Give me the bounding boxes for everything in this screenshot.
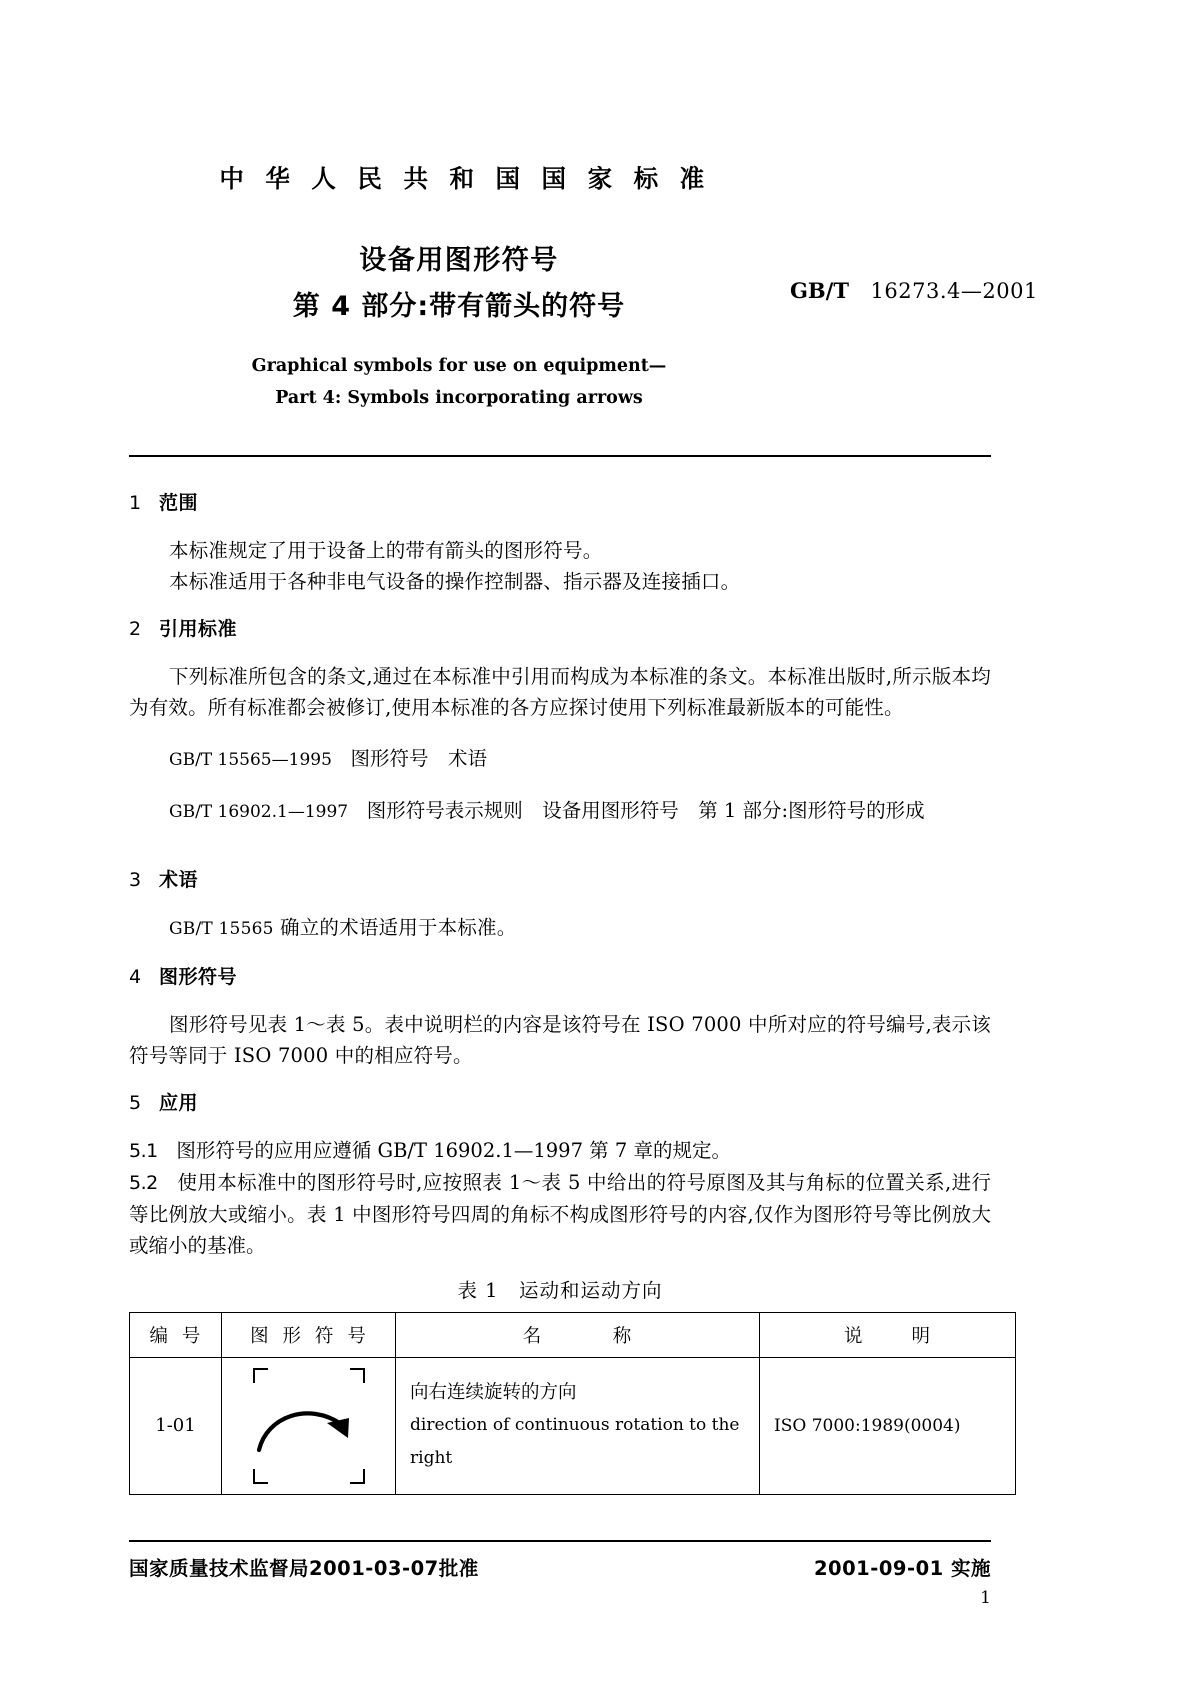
section-heading-3 <box>129 867 991 893</box>
corner-mark-top-right-icon <box>350 1368 365 1383</box>
table-row <box>130 1357 1016 1494</box>
footer-divider-rule <box>129 1540 991 1542</box>
standard-prefix: GB/T <box>790 278 849 303</box>
symbol-name-chinese: 向右连续旋转的方向 <box>410 1382 577 1403</box>
table-1-caption: 表 1 运动和运动方向 <box>457 1278 663 1302</box>
symbol-name-english: direction of continuous rotation to the right <box>410 1415 740 1468</box>
section-3-ref-code: GB/T 15565 <box>169 918 274 939</box>
cell-symbol-graphic <box>222 1357 396 1494</box>
corner-mark-top-left-icon <box>253 1368 268 1383</box>
section-heading-5 <box>129 1090 991 1116</box>
clause-5-2-number: 5.2 <box>129 1171 158 1194</box>
section-heading-1 <box>129 490 991 516</box>
english-title-block <box>129 350 789 414</box>
cell-symbol-number: 1-01 <box>130 1357 222 1494</box>
corner-mark-bottom-left-icon <box>253 1469 268 1484</box>
table-header-row <box>130 1312 1016 1357</box>
footer-effective-text: 2001-09-01 实施 <box>813 1557 991 1580</box>
section-1-para-1: 本标准规定了用于设备上的带有箭头的图形符号。 <box>169 539 603 562</box>
table-1-header <box>130 1312 1016 1357</box>
symbol-frame <box>253 1368 365 1484</box>
section-3-number: 3 <box>129 868 142 891</box>
clause-5-1-number: 5.1 <box>129 1139 158 1162</box>
clause-5-2-text: 使用本标准中的图形符号时,应按照表 1～表 5 中给出的符号原图及其与角标的位置关系,进行等比例放大或缩小。表 1 中图形符号四周的角标不构成图形符号的内容,仅作为图形符号等比例放大或缩小的基准。 <box>129 1170 991 1257</box>
section-2-number: 2 <box>129 618 142 640</box>
section-4-para-1: 图形符号见表 1～表 5。表中说明栏的内容是该符号在 ISO 7000 中所对应的符号编号,表示该符号等同于 ISO 7000 中的相应符号。 <box>129 1012 991 1067</box>
section-heading-4 <box>129 964 991 990</box>
masthead <box>129 160 991 195</box>
section-5-number: 5 <box>129 1091 142 1114</box>
title-block <box>129 238 789 330</box>
reference-1-text: 图形符号 术语 <box>350 746 488 770</box>
clause-5-1 <box>129 1135 991 1167</box>
section-2-para-1: 下列标准所包含的条文,通过在本标准中引用而构成为本标准的条文。本标准出版时,所示版本均为有效。所有标准都会被修订,使用本标准的各方应探讨使用下列标准最新版本的可能性。 <box>129 665 991 719</box>
section-1-title: 范围 <box>159 492 199 514</box>
page-footer <box>129 1553 991 1581</box>
reference-item-2 <box>129 795 991 828</box>
table-1 <box>129 1312 1016 1495</box>
document-title-line1: 设备用图形符号 <box>359 245 559 276</box>
english-title-line2: Part 4: Symbols incorporating arrows <box>275 388 643 408</box>
document-body <box>129 490 991 1495</box>
page-number: 1 <box>980 1588 991 1608</box>
column-header-name: 名 称 <box>396 1312 760 1357</box>
nation-title: 中 华 人 民 共 和 国 国 家 标 准 <box>219 164 711 193</box>
section-3-ref-text: 确立的术语适用于本标准。 <box>280 915 517 939</box>
clause-5-2 <box>129 1167 991 1261</box>
header-divider-rule <box>129 455 991 457</box>
cell-symbol-name <box>396 1357 760 1494</box>
reference-item-1 <box>129 743 991 776</box>
standard-code: 16273.4—2001 <box>870 279 1038 303</box>
english-title-line1: Graphical symbols for use on equipment— <box>251 356 667 376</box>
curved-arrow-clockwise-icon <box>253 1396 365 1458</box>
reference-2-code: GB/T 16902.1—1997 <box>169 802 349 822</box>
section-2-title: 引用标准 <box>159 618 238 640</box>
cell-symbol-description: ISO 7000:1989(0004) <box>760 1357 1016 1494</box>
reference-1-code: GB/T 15565—1995 <box>169 749 332 770</box>
section-4-title: 图形符号 <box>159 965 238 988</box>
section-1-number: 1 <box>129 492 142 514</box>
section-3-para-1 <box>129 912 991 945</box>
column-header-symbol: 图 形 符 号 <box>222 1312 396 1357</box>
footer-approval-text: 国家质量技术监督局2001-03-07批准 <box>129 1557 479 1580</box>
table-1-body <box>130 1357 1016 1494</box>
standard-number <box>790 278 1038 303</box>
column-header-number: 编 号 <box>130 1312 222 1357</box>
section-4-number: 4 <box>129 965 142 988</box>
section-5-title: 应用 <box>159 1091 199 1114</box>
section-heading-2 <box>129 616 991 642</box>
section-1-para-2: 本标准适用于各种非电气设备的操作控制器、指示器及连接插口。 <box>169 570 741 593</box>
corner-mark-bottom-right-icon <box>350 1469 365 1484</box>
column-header-description: 说 明 <box>760 1312 1016 1357</box>
reference-2-text: 图形符号表示规则 设备用图形符号 第 1 部分:图形符号的形成 <box>366 799 925 822</box>
section-3-title: 术语 <box>159 868 199 891</box>
document-title-line2: 第 4 部分:带有箭头的符号 <box>292 291 626 322</box>
clause-5-1-text: 图形符号的应用应遵循 GB/T 16902.1—1997 第 7 章的规定。 <box>176 1138 731 1162</box>
